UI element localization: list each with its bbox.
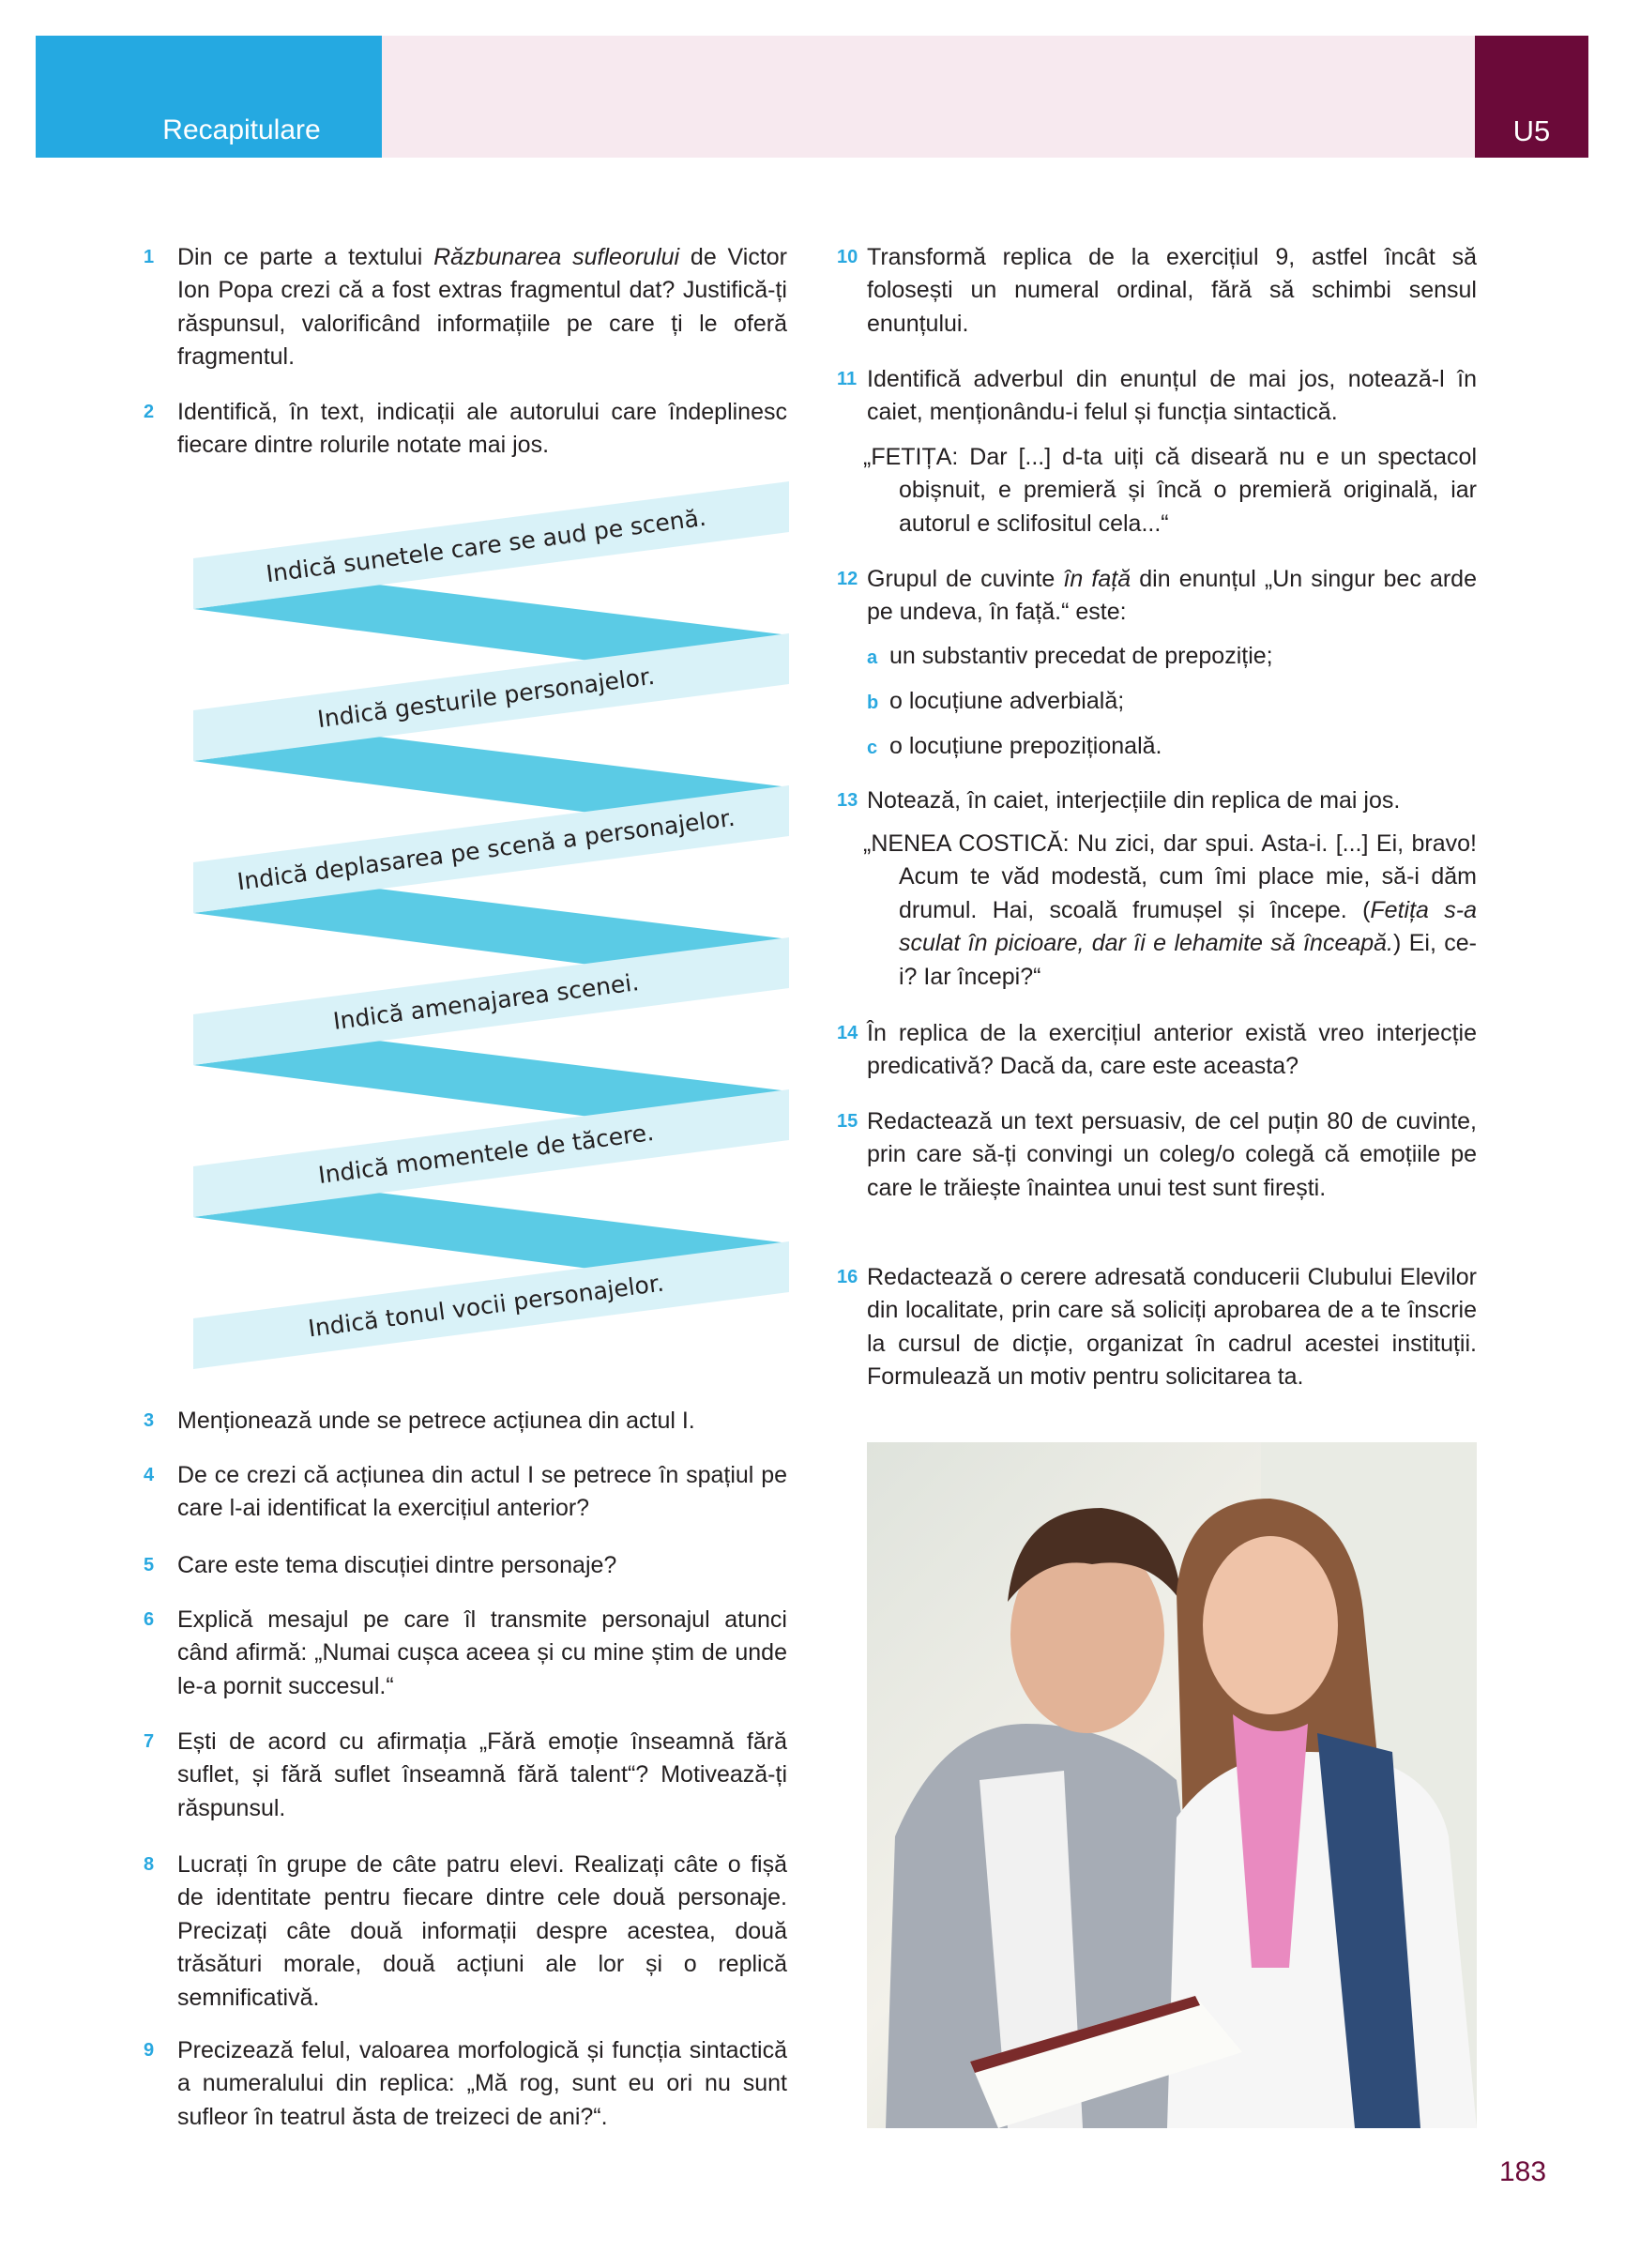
quote-text: ) Ei, ce-i? Iar începi?“ [899, 930, 1477, 990]
exercise-text: Notează, în caiet, interjecțiile din replica de mai jos. [867, 787, 1401, 814]
exercise-text: Lucrați în grupe de câte patru elevi. Realizați câte o fișă de identitate pentru fiecare dintre cele două personaje. Precizați câte două informații despre acestea, două trăsături morale, două acțiuni ale lor și o replică semnificativă. [177, 1851, 787, 2011]
exercise-text: Grupul de cuvinte [867, 566, 1064, 592]
exercise-6 [144, 1604, 787, 1703]
exercise-3 [144, 1405, 787, 1438]
option-c [867, 730, 1162, 765]
exercise-text: Explică mesajul pe care îl transmite personajul atunci când afirmă: „Numai cușca aceea și cu mine știm de unde le-a pornit succesul.“ [177, 1606, 787, 1699]
exercise-text: Identifică, în text, indicații ale autorului care îndeplinesc fiecare dintre rolurile notate mai jos. [177, 399, 787, 459]
option-letter: c [867, 738, 878, 758]
exercise-number: 11 [837, 369, 858, 389]
work-title: Răzbunarea sufleorului [433, 244, 680, 270]
exercise-text: Identifică adverbul din enunțul de mai jos, notează-l în caiet, menționându-i felul și funcția sintactică. [867, 366, 1477, 426]
exercise-number: 15 [837, 1111, 858, 1132]
exercise-number: 8 [144, 1854, 155, 1875]
exercise-text: din enunțul „Un singur bec arde pe undeva, în față.“ este: [867, 566, 1477, 626]
ribbon-label: Indică tonul vocii personajelor. [306, 1269, 666, 1343]
option-text: o locuțiune adverbială; [889, 688, 1125, 714]
exercise-number: 9 [144, 2040, 155, 2061]
exercise-10 [837, 241, 1477, 341]
exercise-13 [837, 784, 1477, 817]
exercise-5 [144, 1549, 787, 1582]
exercise-number: 16 [837, 1267, 858, 1287]
exercise-text: Ești de acord cu afirmația „Fără emoție înseamnă fără suflet, și fără suflet înseamnă fără talent“? Motivează-ți răspunsul. [177, 1728, 787, 1821]
option-text: o locuțiune prepozițională. [889, 733, 1162, 759]
exercise-14 [837, 1017, 1477, 1084]
exercise-text: Redactează o cerere adresată conducerii Clubului Elevilor din localitate, prin care să soliciți aprobarea de a te înscrie la cursul de dicție, organizat în cadrul acestei instituții. Formulează un motiv pentru solicitarea ta. [867, 1264, 1477, 1391]
option-a [867, 640, 1273, 675]
highlighted-phrase: în față [1063, 566, 1131, 592]
exercise-number: 3 [144, 1410, 155, 1431]
quote-text: „NENEA COSTICĂ: Nu zici, dar spui. Asta-i. [...] Ei, bravo! Acum te văd modestă, cum îmi place mie, să-i dăm drumul. Hai, scoală frumușel și începe. ( [863, 830, 1477, 923]
exercise-8 [144, 1849, 787, 2015]
ribbon-label: Indică deplasarea pe scenă a personajelor. [235, 803, 737, 896]
ribbon-label: Indică sunetele care se aud pe scenă. [264, 503, 708, 588]
option-b [867, 685, 1124, 720]
exercise-number: 5 [144, 1555, 155, 1575]
exercise-text: Transformă replica de la exercițiul 9, astfel încât să folosești un numeral ordinal, fără să schimbi sensul enunțului. [867, 244, 1477, 337]
exercise-text: de Victor Ion Popa crezi că a fost extras fragmentul dat? Justifică-ți răspunsul, valorificând informațiile pe care ți le oferă fragmentul. [177, 244, 787, 371]
exercise-9 [144, 2034, 787, 2134]
option-letter: b [867, 693, 879, 713]
exercise-4 [144, 1459, 787, 1526]
ribbon-label: Indică momentele de tăcere. [316, 1118, 656, 1190]
exercise-number: 10 [837, 247, 858, 267]
exercise-text: Din ce parte a textului [177, 244, 434, 270]
quote-fetita: „FETIȚA: Dar [...] d-ta uiți că diseară nu e un spectacol obișnuit, e premieră și încă o premieră originală, iar autorul e sclifositul cela...“ [863, 444, 1477, 537]
students-photo [867, 1442, 1477, 2128]
exercise-text: Care este tema discuției dintre personaje? [177, 1552, 617, 1578]
stage-direction: Fetița s-a sculat în picioare, dar îi e lehamite să înceapă. [899, 896, 1478, 957]
exercise-number: 6 [144, 1609, 155, 1630]
ribbon-label: Indică gesturile personajelor. [315, 662, 657, 734]
exercise-number: 4 [144, 1465, 155, 1485]
exercise-11 [837, 363, 1477, 430]
option-letter: a [867, 647, 878, 668]
ribbon-label: Indică amenajarea scenei. [331, 967, 641, 1036]
unit-label: U5 [1512, 114, 1551, 147]
exercise-number: 12 [837, 569, 858, 589]
exercise-number: 14 [837, 1023, 858, 1043]
exercise-12 [837, 563, 1477, 630]
exercise-16 [837, 1261, 1477, 1394]
exercise-15 [837, 1105, 1477, 1205]
quote-nenea-costica [863, 828, 1477, 994]
exercise-text: În replica de la exercițiul anterior există vreo interjecție predicativă? Dacă da, care este aceasta? [867, 1020, 1477, 1080]
exercise-text: De ce crezi că acțiunea din actul I se petrece în spațiul pe care l-ai identificat la exercițiul anterior? [177, 1462, 787, 1522]
exercise-text: Precizează felul, valoarea morfologică și funcția sintactică a numeralului din replica: „Mă rog, sunt eu ori nu sunt sufleor în teatrul ăsta de treizeci de ani?“. [177, 2037, 787, 2130]
option-text: un substantiv precedat de prepoziție; [889, 643, 1273, 669]
page-number: 183 [1499, 2156, 1547, 2187]
exercise-number: 7 [144, 1731, 155, 1752]
exercise-number: 1 [144, 247, 155, 267]
exercise-text: Redactează un text persuasiv, de cel puțin 80 de cuvinte, prin care să-ți convingi un coleg/o colegă că emoțiile pe care le trăiește înaintea unui test sunt firești. [867, 1108, 1477, 1201]
exercise-number: 13 [837, 790, 858, 811]
exercise-number: 2 [144, 402, 155, 422]
section-title: Recapitulare [162, 114, 321, 145]
exercise-text: Menționează unde se petrece acțiunea din actul I. [177, 1408, 695, 1434]
exercise-7 [144, 1726, 787, 1825]
